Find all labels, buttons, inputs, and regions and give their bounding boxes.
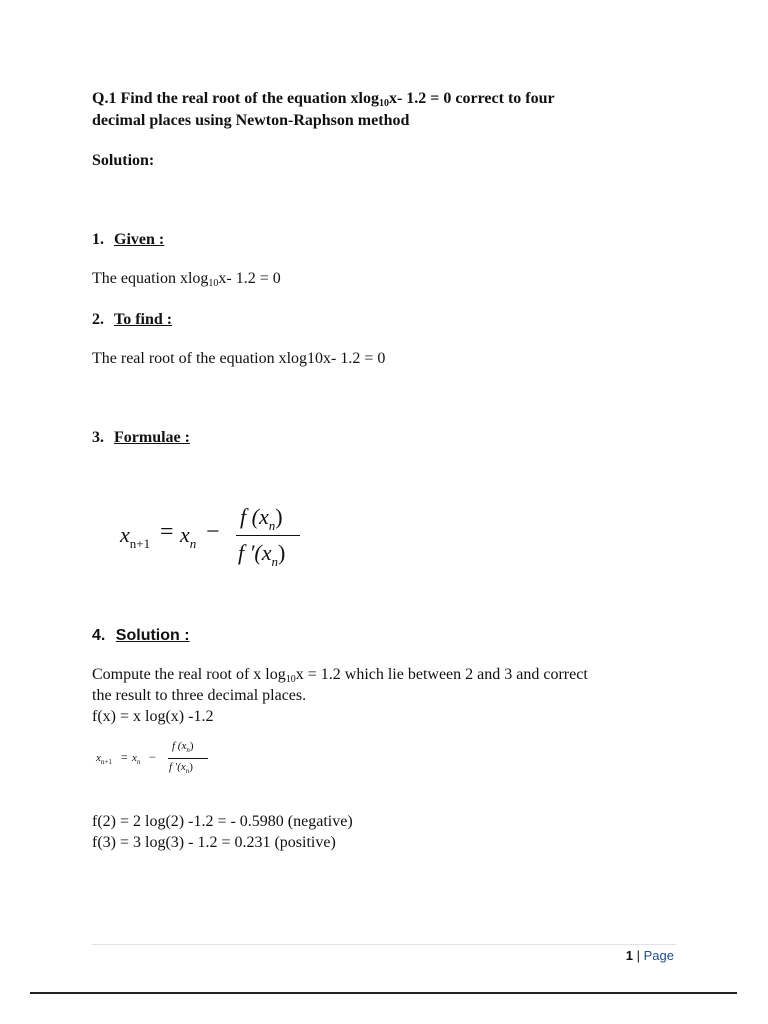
page-footer bbox=[626, 948, 674, 963]
page-label: Page bbox=[643, 948, 674, 963]
page-number: 1 bbox=[625, 948, 633, 963]
small-formula-denominator: f ′(x bbox=[169, 761, 186, 773]
formula-numerator-sub: n bbox=[268, 518, 276, 533]
given-title: Given : bbox=[114, 231, 165, 248]
solution-line-1-prefix: Compute the real root of x log bbox=[92, 666, 286, 683]
small-formula-equals: = bbox=[121, 750, 128, 764]
formulae-title: Formulae : bbox=[114, 429, 190, 446]
formula-lhs-sub: n+1 bbox=[129, 536, 151, 551]
to-find-heading bbox=[92, 309, 172, 330]
solution-title: Solution : bbox=[115, 627, 190, 644]
solution-heading: Solution: bbox=[92, 152, 155, 169]
small-formula-fraction-bar bbox=[168, 758, 208, 759]
small-formula-x: x bbox=[132, 752, 137, 764]
small-formula-lhs-sub: n+1 bbox=[100, 758, 112, 766]
formulae-number: 3. bbox=[92, 429, 104, 446]
solution-number: 4. bbox=[92, 627, 106, 644]
formulae-heading bbox=[92, 427, 190, 448]
f2-evaluation: f(2) = 2 log(2) -1.2 = - 0.5980 (negative) bbox=[92, 813, 353, 830]
formula-x: x bbox=[180, 522, 190, 547]
solution-step-heading bbox=[92, 625, 190, 646]
question-line-1 bbox=[92, 88, 555, 111]
small-formula-denominator-sub: n bbox=[185, 767, 190, 775]
footer-divider bbox=[92, 944, 676, 945]
f3-evaluation: f(3) = 3 log(3) - 1.2 = 0.231 (positive) bbox=[92, 834, 336, 851]
bottom-rule bbox=[30, 992, 737, 994]
solution-line-1-sub: 10 bbox=[285, 674, 296, 685]
formula-x-sub: n bbox=[189, 536, 197, 551]
to-find-text: The real root of the equation xlog10x- 1.2 = 0 bbox=[92, 350, 386, 367]
formula-numerator-close: ) bbox=[275, 504, 283, 529]
given-text-prefix: The equation xlog bbox=[92, 270, 209, 287]
small-formula-minus: − bbox=[149, 750, 156, 764]
small-formula-x-sub: n bbox=[136, 758, 141, 766]
given-text-suffix: x- 1.2 = 0 bbox=[218, 270, 281, 287]
question-suffix: x- 1.2 = 0 correct to four bbox=[388, 90, 555, 107]
question-prefix: Q.1 Find the real root of the equation xlog bbox=[92, 90, 379, 107]
formula-denominator: f ′(x bbox=[238, 540, 272, 565]
formula-equals: = bbox=[160, 519, 174, 545]
formula-minus: − bbox=[206, 519, 220, 545]
given-text-sub: 10 bbox=[208, 278, 219, 289]
solution-line-3: f(x) = x log(x) -1.2 bbox=[92, 708, 214, 725]
given-text bbox=[92, 268, 281, 291]
to-find-title: To find : bbox=[114, 311, 173, 328]
solution-line-2: the result to three decimal places. bbox=[92, 687, 307, 704]
formula-denominator-close: ) bbox=[278, 540, 286, 565]
formula-lhs: x bbox=[120, 522, 130, 547]
given-heading bbox=[92, 229, 164, 250]
page-separator: | bbox=[636, 948, 640, 963]
question-subscript: 10 bbox=[378, 98, 389, 109]
to-find-number: 2. bbox=[92, 311, 104, 328]
solution-line-1-suffix: x = 1.2 which lie between 2 and 3 and correct bbox=[295, 666, 588, 683]
question-line-2: decimal places using Newton-Raphson method bbox=[92, 112, 410, 129]
formula-denominator-sub: n bbox=[271, 554, 279, 569]
formula-fraction-bar bbox=[236, 535, 300, 536]
given-number: 1. bbox=[92, 231, 104, 248]
formula-numerator: f (x bbox=[240, 504, 269, 529]
small-formula-numerator-close: ) bbox=[189, 740, 194, 752]
small-formula-numerator-sub: n bbox=[186, 746, 190, 754]
solution-line-1 bbox=[92, 664, 588, 687]
small-formula-denominator-close: ) bbox=[189, 761, 193, 773]
small-formula-numerator: f (x bbox=[172, 740, 187, 752]
small-formula-lhs: x bbox=[96, 752, 101, 764]
